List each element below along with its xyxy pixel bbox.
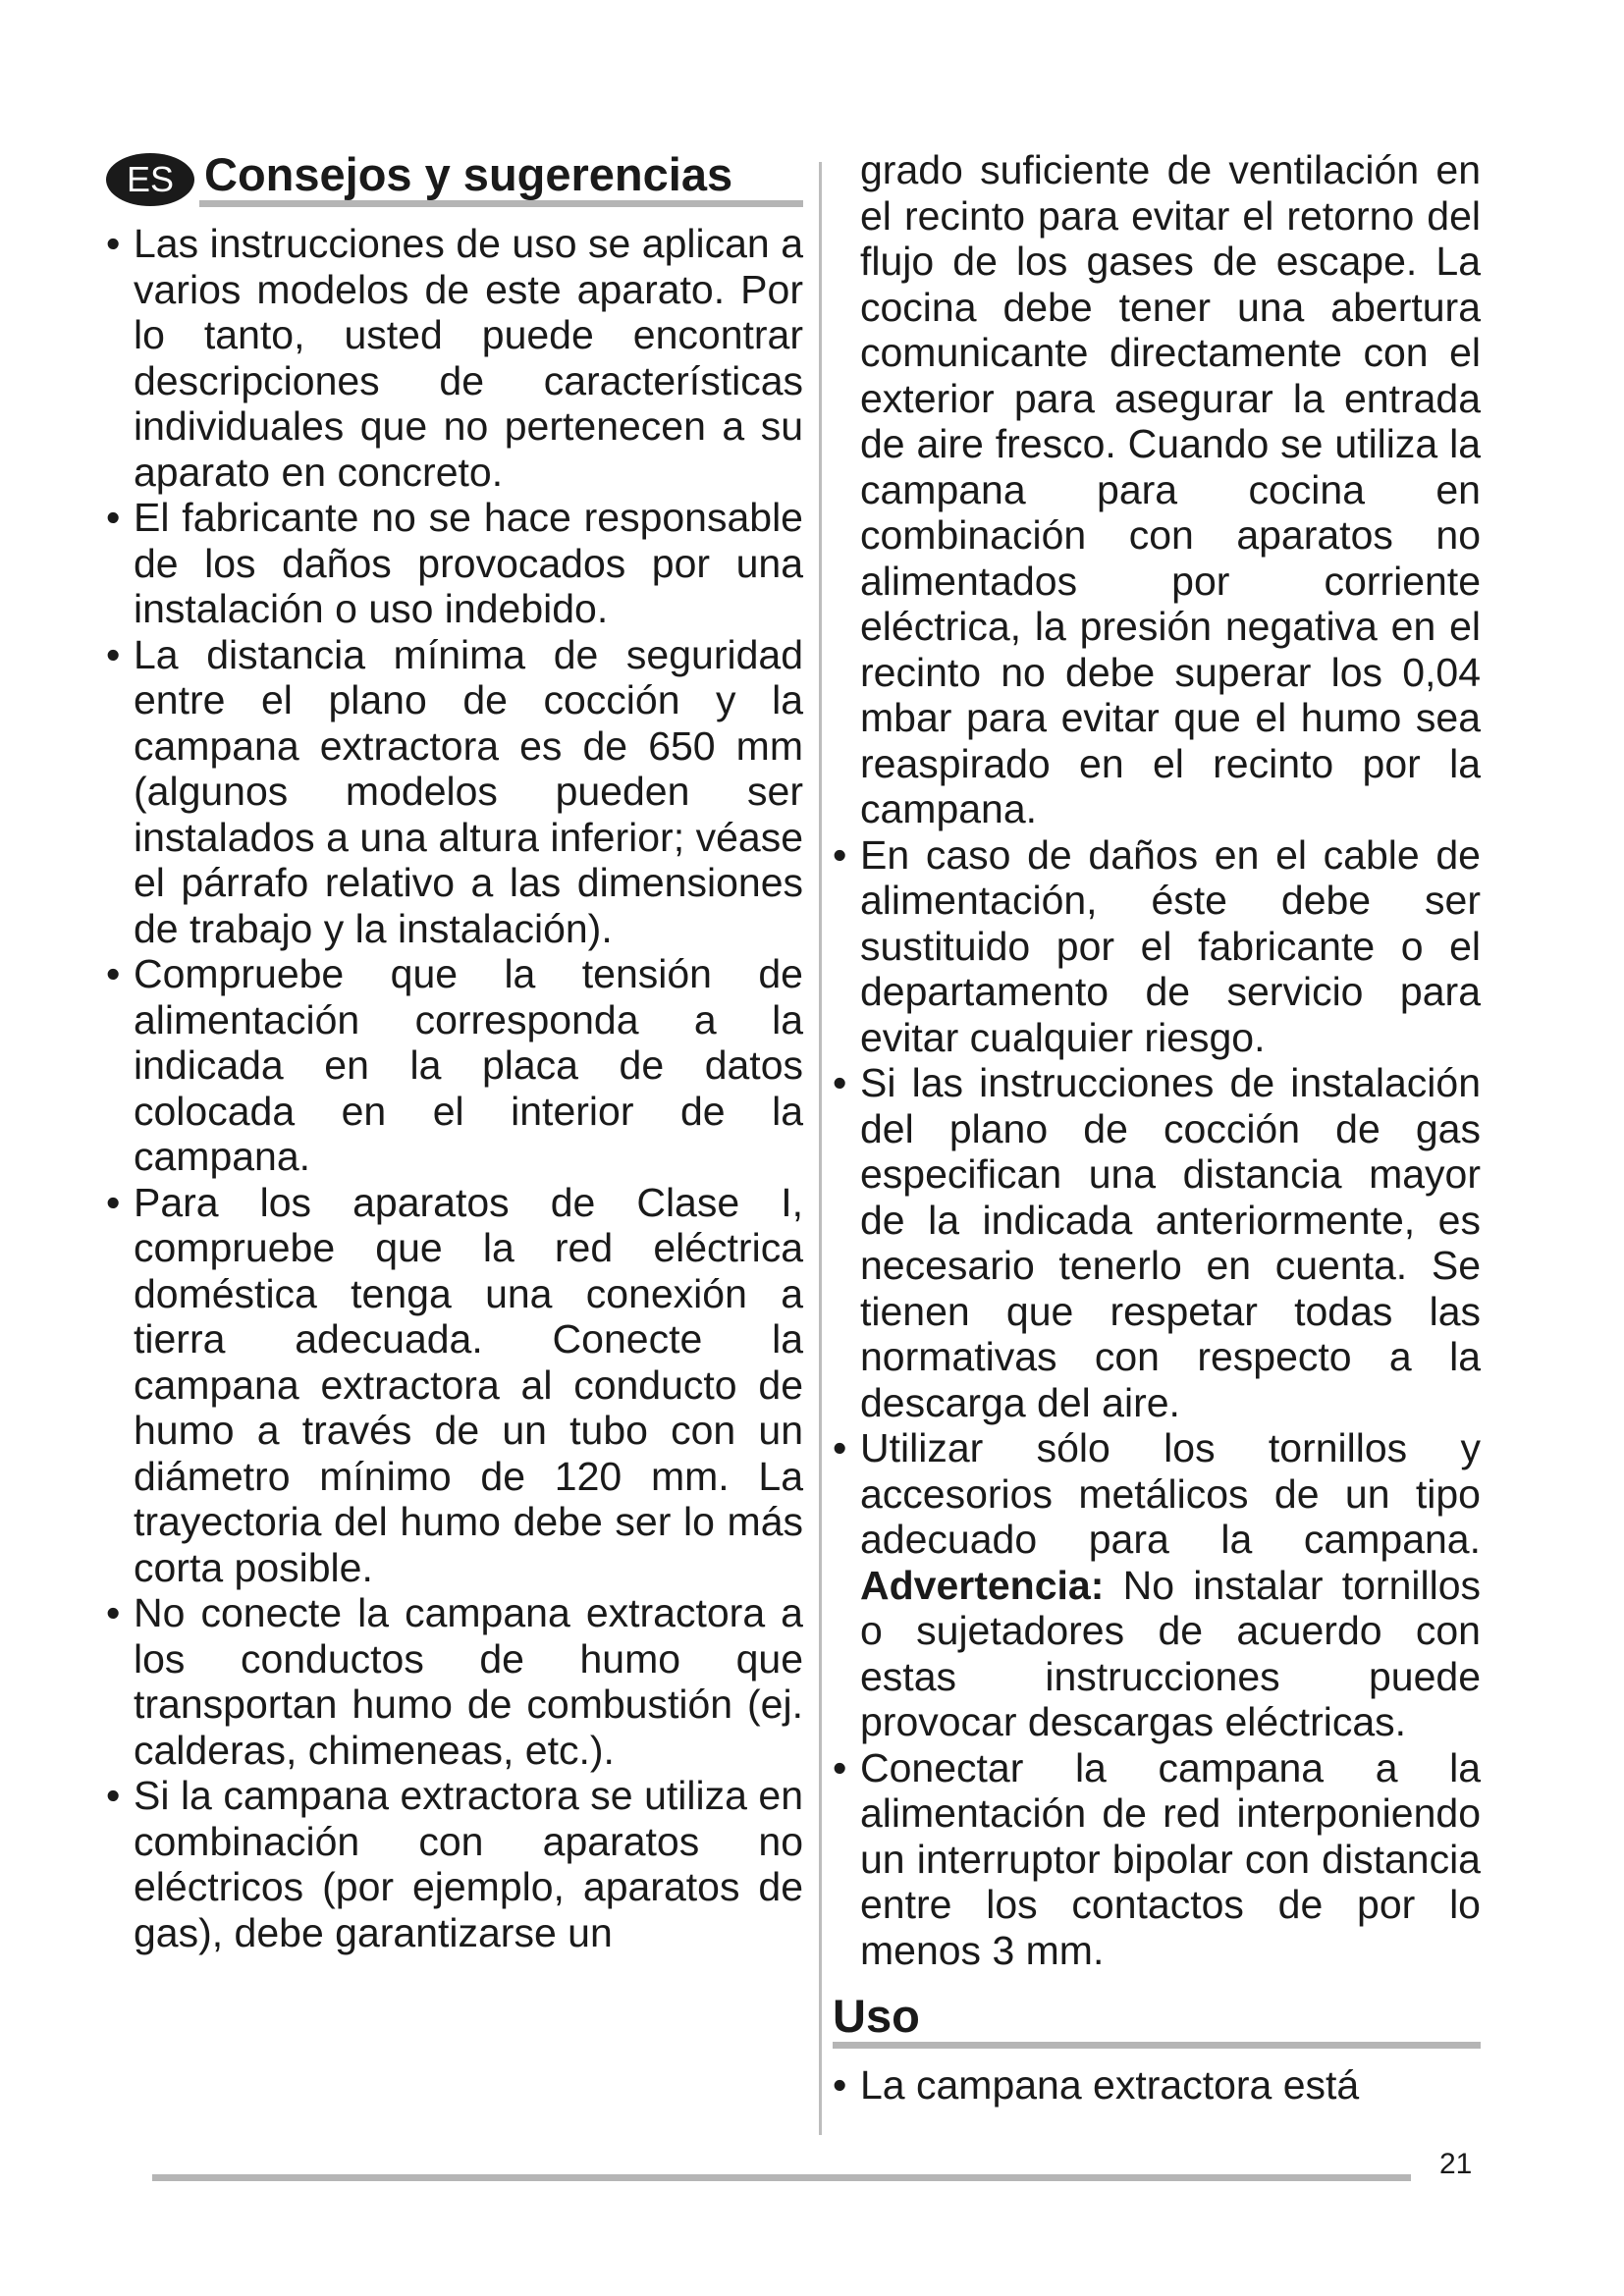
continued-paragraph: grado suficiente de ventilación en el recinto para evitar el retorno del flujo de los gases de escape. La cocina debe tener una abertura comunicante directamente con el exterior para asegurar la entrada de aire fresco. Cuando se utiliza la campana para cocina en combinación con aparatos no alimentados por corriente eléctrica, la presión negativa en el recinto no debe superar los 0,04 mbar para evitar que el humo sea reaspirado en el recinto por la campana. bbox=[860, 147, 1481, 831]
column-divider bbox=[819, 162, 822, 2135]
page-number: 21 bbox=[1439, 2148, 1473, 2180]
list-item: • Compruebe que la tensión de alimentación corresponda a la indicada en la placa de datos colocada en el interior de la campana. bbox=[106, 951, 803, 1180]
list-item: • La campana extractora está bbox=[833, 2062, 1481, 2109]
list-item-screws bbox=[833, 1425, 1481, 1745]
list-item: • La distancia mínima de seguridad entre el plano de cocción y la campana extractora es de 650 mm (algunos modelos pueden ser instalados a una altura inferior; véase el párrafo relativo a las dimensiones de trabajo y la instalación). bbox=[106, 632, 803, 952]
footer-rule bbox=[152, 2174, 1411, 2181]
heading-underline bbox=[199, 200, 803, 207]
list-item: • En caso de daños en el cable de alimentación, éste debe ser sustituido por el fabricante o el departamento de servicio para evitar cualquier riesgo. bbox=[833, 832, 1481, 1061]
right-bullet-list bbox=[833, 832, 1481, 1974]
section-heading bbox=[106, 147, 803, 207]
list-item: • Las instrucciones de uso se aplican a varios modelos de este aparato. Por lo tanto, usted puede encontrar descripciones de características individuales que no pertenecen a su aparato en concreto. bbox=[106, 221, 803, 495]
list-item: • Si las instrucciones de instalación del plano de cocción de gas especifican una distancia mayor de la indicada anteriormente, es necesario tenerlo en cuenta. Se tienen que respetar todas las normativas con respecto a la descarga del aire. bbox=[833, 1060, 1481, 1425]
screws-text: Utilizar sólo los tornillos y accesorios metálicos de un tipo adecuado para la campana. bbox=[860, 1425, 1481, 1562]
list-item: • Si la campana extractora se utiliza en combinación con aparatos no eléctricos (por ejemplo, aparatos de gas), debe garantizarse un bbox=[106, 1773, 803, 1955]
right-column bbox=[833, 147, 1481, 2109]
warning-label: Advertencia: bbox=[860, 1562, 1105, 1608]
list-item: • El fabricante no se hace responsable de los daños provocados por una instalación o uso indebido. bbox=[106, 495, 803, 632]
uso-bullet-list bbox=[833, 2062, 1481, 2109]
left-column bbox=[106, 147, 803, 1955]
list-item: • Conectar la campana a la alimentación de red interponiendo un interruptor bipolar con distancia entre los contactos de por lo menos 3 mm. bbox=[833, 1745, 1481, 1974]
section-title: Consejos y sugerencias bbox=[204, 148, 733, 200]
uso-underline bbox=[833, 2042, 1481, 2049]
language-badge: ES bbox=[106, 153, 194, 206]
uso-heading bbox=[833, 1989, 1481, 2049]
left-bullet-list bbox=[106, 221, 803, 1955]
list-item: • Para los aparatos de Clase I, compruebe que la red eléctrica doméstica tenga una conexión a tierra adecuada. Conecte la campana extractora al conducto de humo a través de un tubo con un diámetro mínimo de 120 mm. La trayectoria del humo debe ser lo más corta posible. bbox=[106, 1180, 803, 1591]
warning-text: No instalar tornillos o sujetadores de acuerdo con estas instrucciones puede provocar descargas eléctricas. bbox=[860, 1562, 1481, 1744]
list-item: • No conecte la campana extractora a los conductos de humo que transportan humo de combustión (ej. calderas, chimeneas, etc.). bbox=[106, 1590, 803, 1773]
uso-title: Uso bbox=[833, 1990, 920, 2042]
